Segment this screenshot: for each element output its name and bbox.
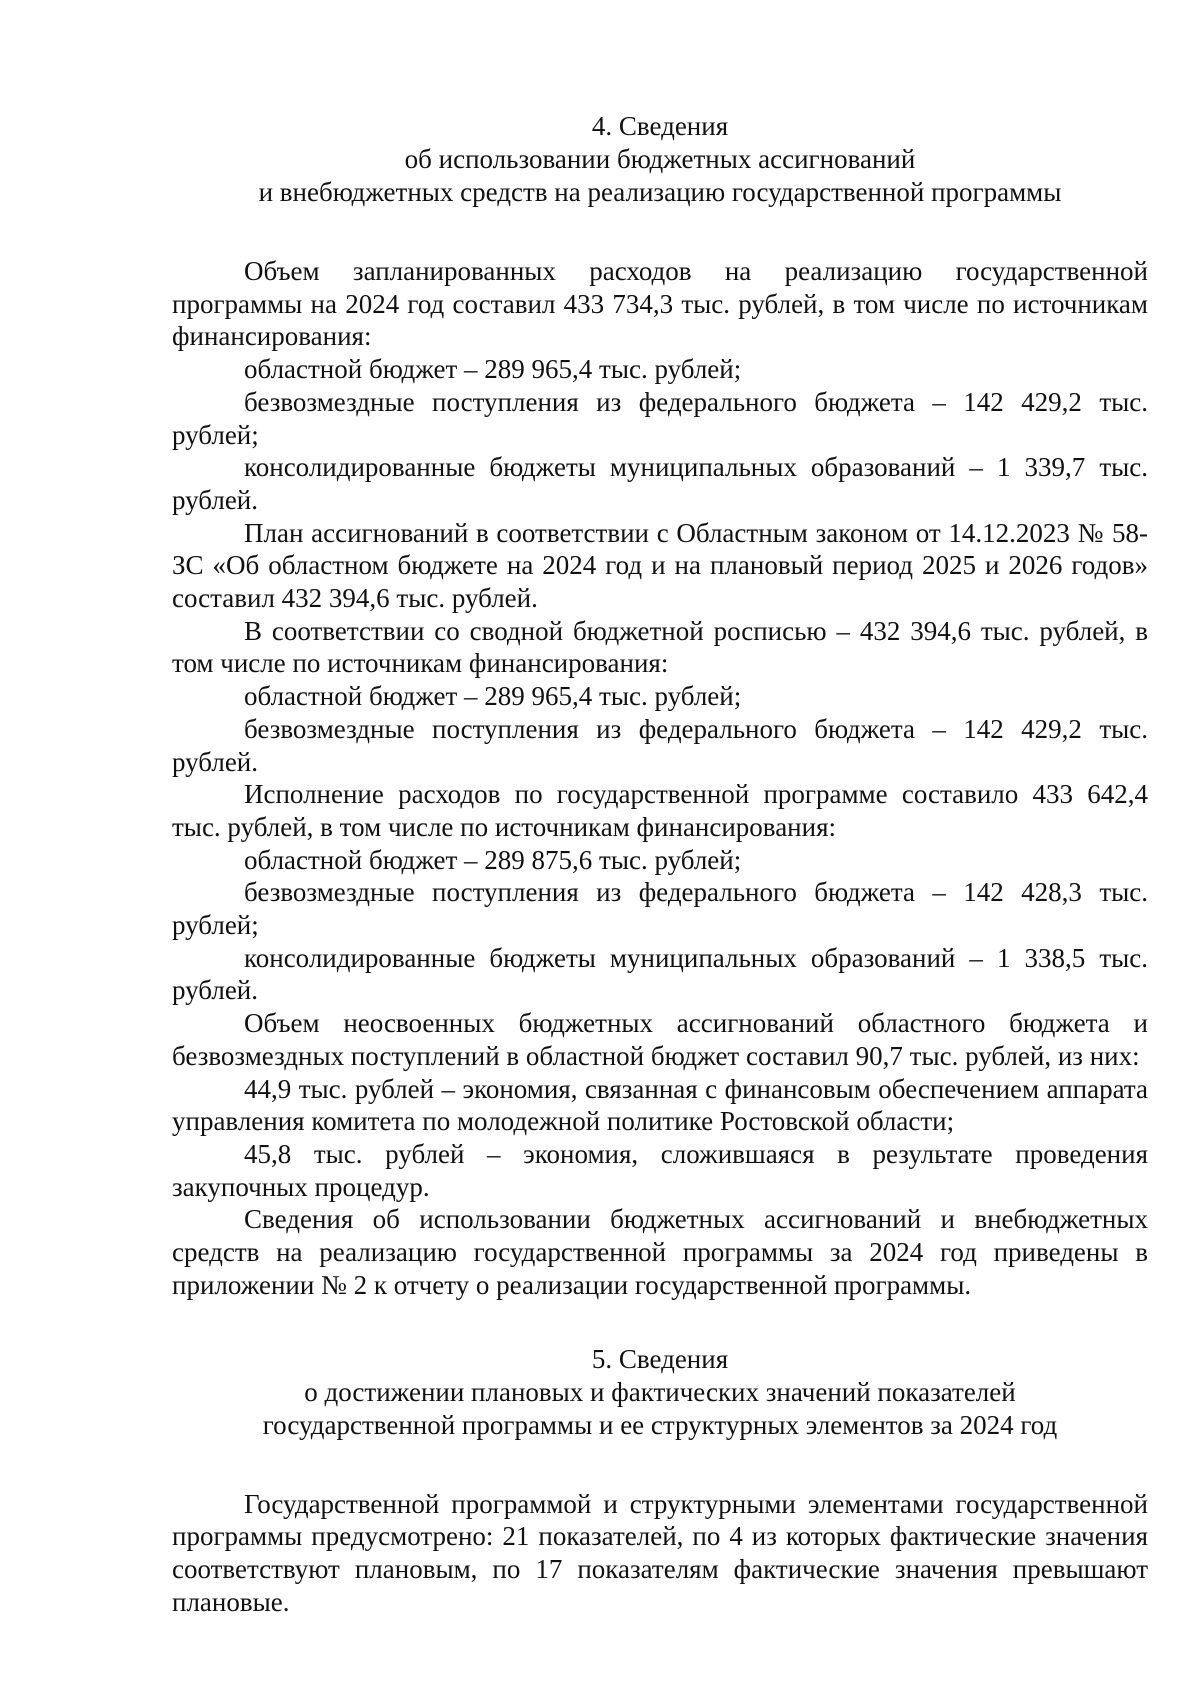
paragraph-execution: Исполнение расходов по государственной программе составило 433 642,4 тыс. рублей, в том числе по источникам финансирования: xyxy=(172,779,1148,842)
paragraph-indicators: Государственной программой и структурными элементами государственной программы предусмотрено: 21 показателей, по 4 из которых фактические значения соответствуют плановым, по 17 показателям фактические значения превышают плановые. xyxy=(172,1488,1148,1617)
paragraph-federal-receipts: безвозмездные поступления из федерального бюджета – 142 429,2 тыс. рублей; xyxy=(172,386,1148,450)
paragraph-appropriations-plan: План ассигнований в соответствии с Областным законом от 14.12.2023 № 58-ЗС «Об областном бюджете на 2024 год и на плановый период 2025 и 2026 годов» составил 432 394,6 тыс. рублей. xyxy=(172,517,1148,614)
paragraph-regional-budget: областной бюджет – 289 965,4 тыс. рублей; xyxy=(244,681,742,712)
section-4-heading-line: 4. Сведения xyxy=(591,111,729,141)
paragraph-regional-budget: областной бюджет – 289 965,4 тыс. рублей; xyxy=(244,354,742,385)
paragraph-appendix-reference: Сведения об использовании бюджетных ассигнований и внебюджетных средств на реализацию государственной программы за 2024 год приведены в приложении № 2 к отчету о реализации государственной программы. xyxy=(172,1204,1148,1300)
section-4-heading-line: об использовании бюджетных ассигнований xyxy=(404,144,916,174)
section-5-heading-line: 5. Сведения xyxy=(591,1343,729,1374)
section-4-heading xyxy=(172,110,1148,209)
section-5-heading xyxy=(172,1343,1148,1442)
paragraph-budget-schedule: В соответствии со сводной бюджетной росписью – 432 394,6 тыс. рублей, в том числе по источникам финансирования: xyxy=(172,615,1148,679)
paragraph-savings-apparatus: 44,9 тыс. рублей – экономия, связанная с финансовым обеспечением аппарата управления комитета по молодежной политике Ростовской области; xyxy=(172,1073,1148,1137)
paragraph-savings-procurement: 45,8 тыс. рублей – экономия, сложившаяся в результате проведения закупочных процедур. xyxy=(172,1138,1148,1202)
paragraph-municipal-budgets: консолидированные бюджеты муниципальных образований – 1 339,7 тыс. рублей. xyxy=(172,452,1148,515)
paragraph-federal-receipts: безвозмездные поступления из федерального бюджета – 142 429,2 тыс. рублей. xyxy=(172,713,1148,777)
section-5-heading-line: государственной программы и ее структурных элементов за 2024 год xyxy=(262,1409,1058,1440)
section-5-heading-line: о достижении плановых и фактических значений показателей xyxy=(304,1376,1016,1407)
section-4-body xyxy=(172,255,1148,1302)
paragraph-regional-budget: областной бюджет – 289 875,6 тыс. рублей; xyxy=(244,844,742,875)
paragraph-unspent-appropriations: Объем неосвоенных бюджетных ассигнований областного бюджета и безвозмездных поступлений в областной бюджет составил 90,7 тыс. рублей, из них: xyxy=(172,1008,1148,1071)
paragraph-planned-expenses: Объем запланированных расходов на реализацию государственной программы на 2024 год составил 433 734,3 тыс. рублей, в том числе по источникам финансирования: xyxy=(172,256,1148,352)
section-4-heading-line: и внебюджетных средств на реализацию государственной программы xyxy=(258,177,1062,207)
paragraph-federal-receipts: безвозмездные поступления из федерального бюджета – 142 428,3 тыс. рублей; xyxy=(172,877,1148,941)
paragraph-municipal-budgets: консолидированные бюджеты муниципальных образований – 1 338,5 тыс. рублей. xyxy=(172,942,1148,1006)
section-5-body xyxy=(172,1488,1148,1619)
document-page xyxy=(172,110,1148,1618)
